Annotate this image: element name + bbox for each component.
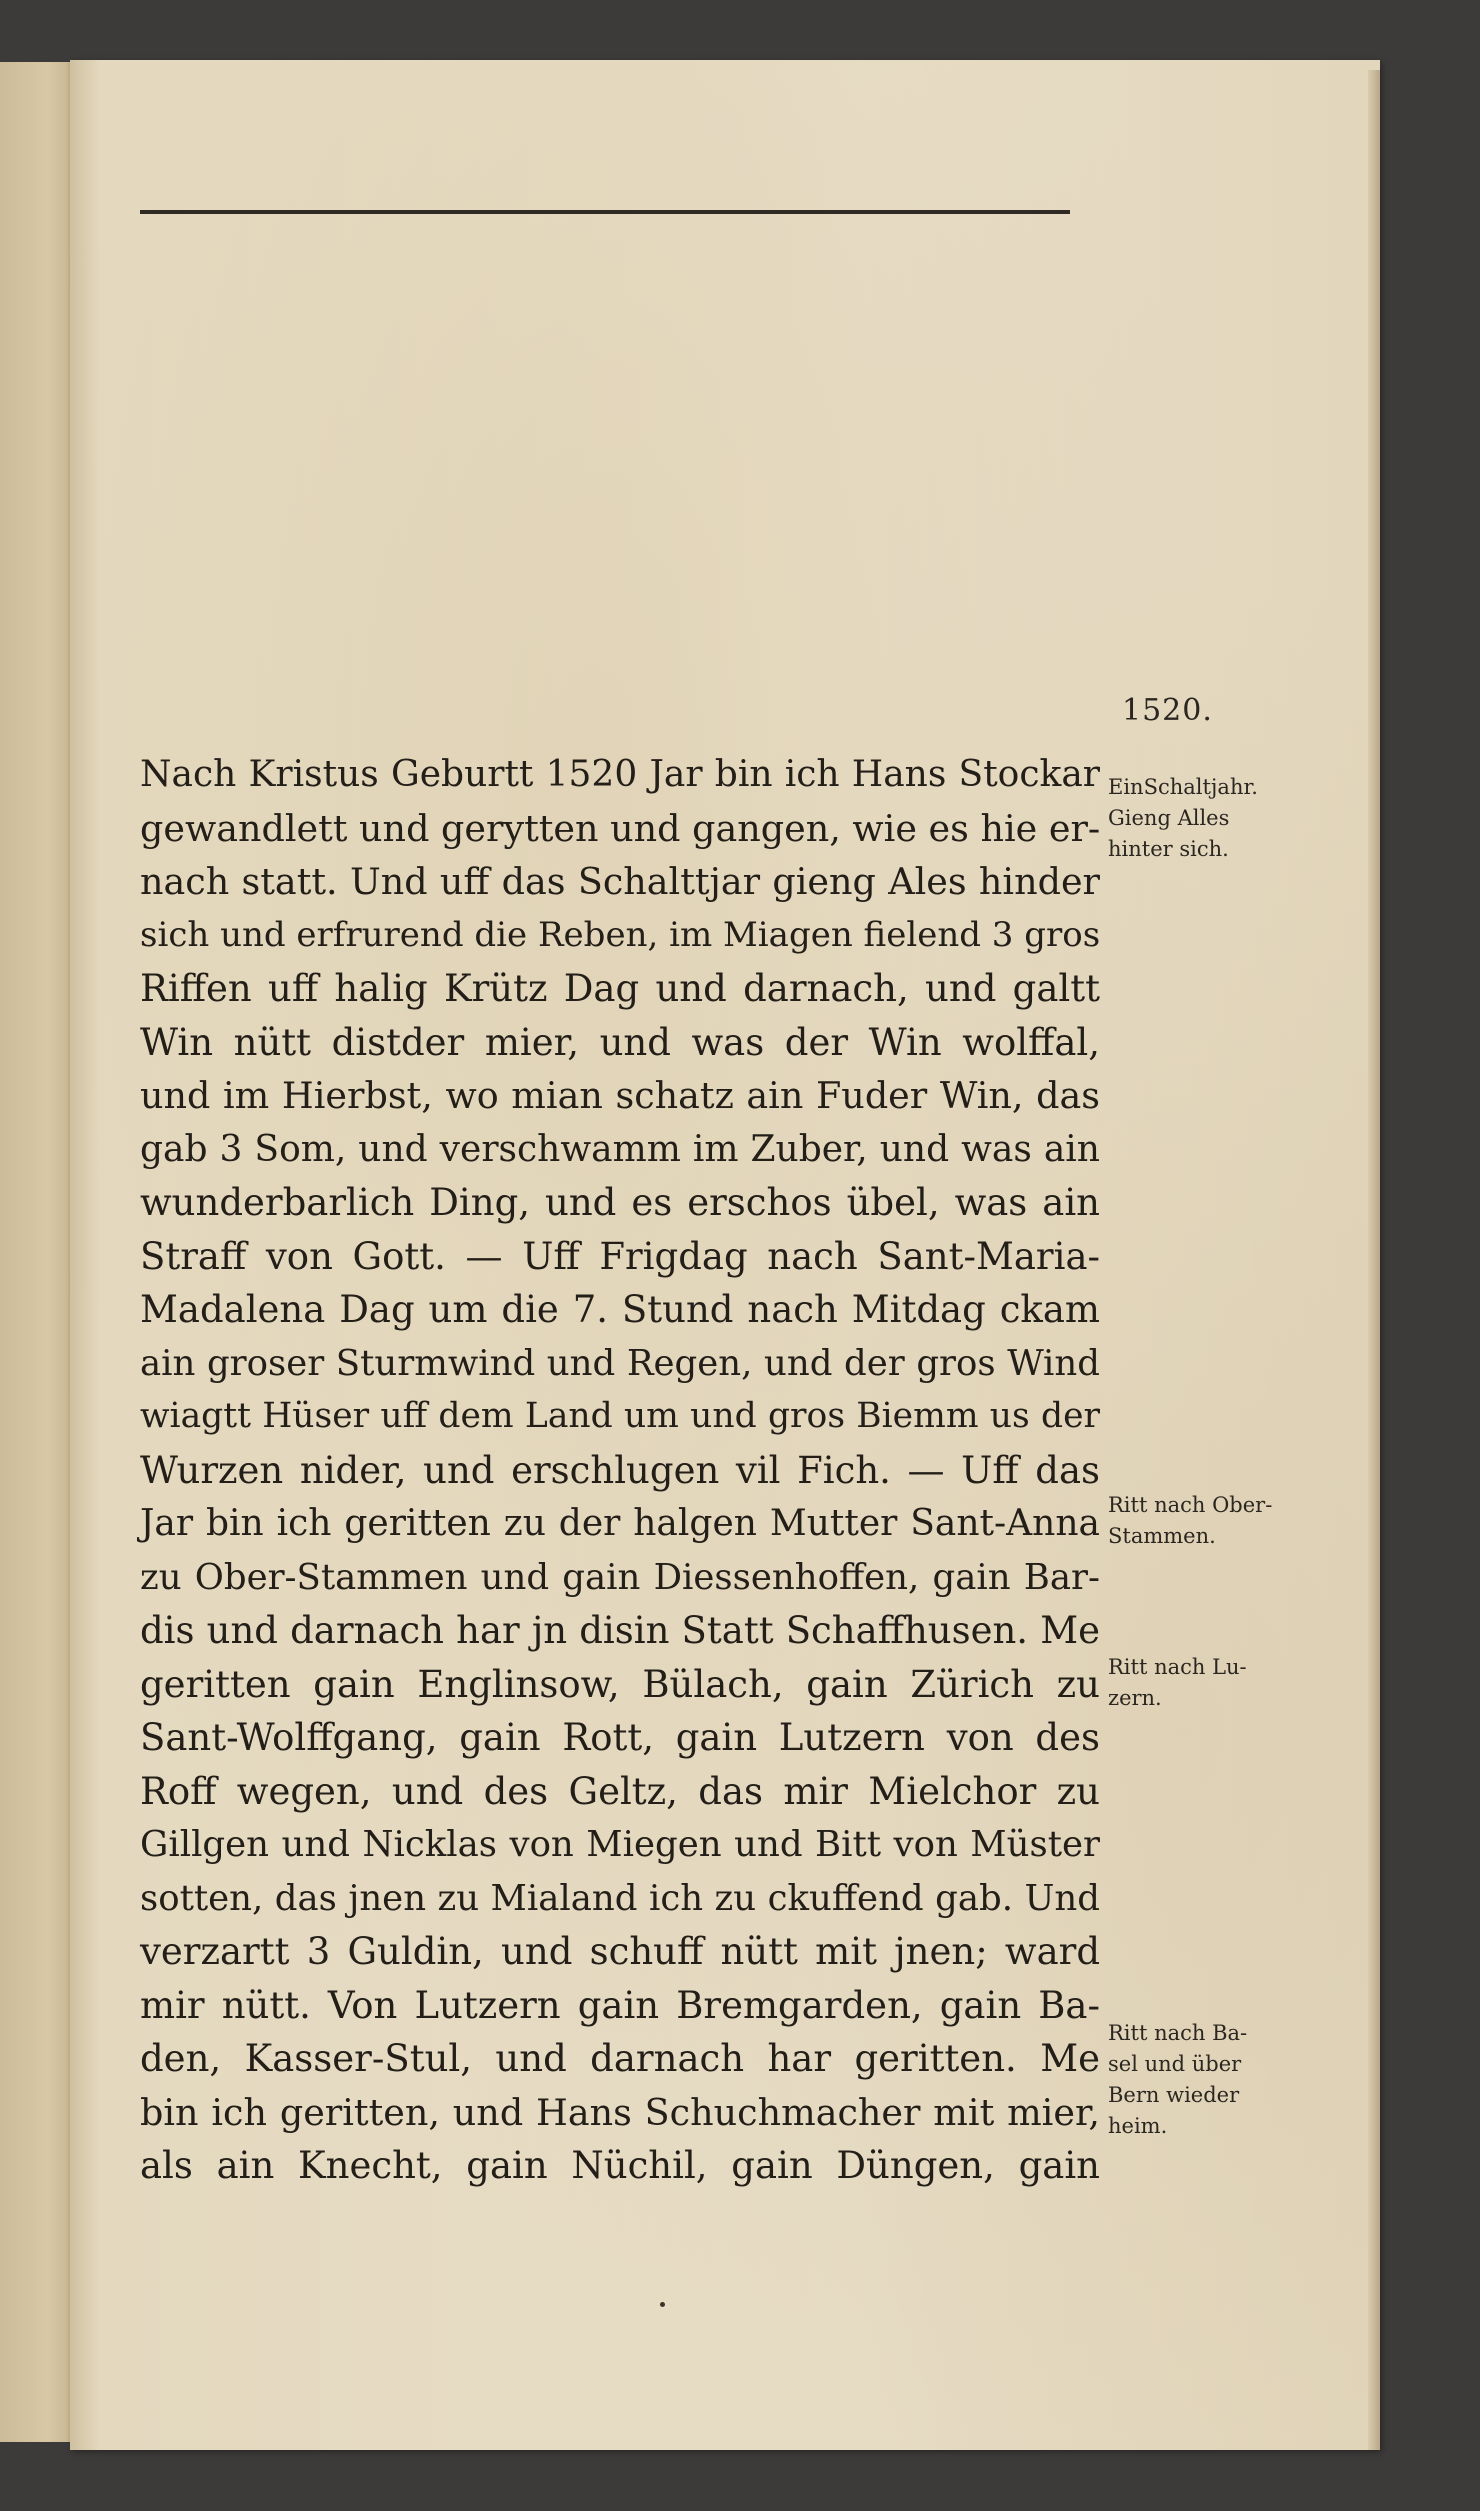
text-line-18: geritten gain Englinsow, Bülach, gain Zürich zu: [140, 1662, 1100, 1706]
margin-note-line: Stammen.: [1108, 1524, 1216, 1548]
text-line-4: sich und erfrurend die Reben, im Miagen fielend 3 gros: [140, 914, 1101, 955]
text-line-22: sotten, das jnen zu Mialand ich zu ckuffend gab. Und: [140, 1877, 1100, 1919]
text-line-10: Straff von Gott. — Uff Frigdag nach Sant-Maria-: [140, 1234, 1100, 1278]
text-line-15: Jar bin ich geritten zu der halgen Mutter Sant-Anna: [140, 1503, 1100, 1544]
facing-page-edge: [0, 62, 78, 2442]
text-line-24: mir nütt. Von Lutzern gain Bremgarden, gain Ba-: [140, 1983, 1100, 2027]
margin-note-line: Gieng Alles: [1108, 806, 1230, 830]
margin-note-leap-year: [1108, 772, 1336, 865]
page-fore-edge: [1368, 70, 1380, 2450]
main-text-block: [140, 748, 1100, 2193]
margin-note-line: EinSchaltjahr.: [1108, 775, 1258, 799]
text-line-17: dis und darnach har jn disin Statt Schaffhusen. Me: [140, 1609, 1100, 1652]
margin-note-luzern: [1108, 1652, 1336, 1714]
text-line-27: als ain Knecht, gain Nüchil, gain Düngen, gain: [140, 2144, 1100, 2187]
text-line-9: wunderbarlich Ding, und es erschos übel, was ain: [140, 1181, 1100, 1224]
text-line-12: ain groser Sturmwind und Regen, und der gros Wind: [140, 1342, 1100, 1384]
text-line-3: nach statt. Und uff das Schalttjar gieng Ales hinder: [140, 860, 1100, 903]
text-line-11: Madalena Dag um die 7. Stund nach Mitdag ckam: [140, 1288, 1100, 1331]
text-line-5: Riffen uff halig Krütz Dag und darnach, und galtt: [140, 967, 1100, 1010]
text-line-6: Win nütt distder mier, und was der Win wolffal,: [140, 1020, 1100, 1064]
show-through-bleed: [180, 250, 1200, 730]
text-line-7: und im Hierbst, wo mian schatz ain Fuder Win, das: [140, 1074, 1100, 1117]
text-line-1: Nach Kristus Geburtt 1520 Jar bin ich Hans Stockar: [140, 754, 1100, 795]
text-line-26: bin ich geritten, und Hans Schuchmacher mit mier,: [140, 2090, 1100, 2134]
margin-note-line: heim.: [1108, 2114, 1168, 2138]
margin-note-line: zern.: [1108, 1686, 1162, 1710]
text-line-23: verzartt 3 Guldin, und schuff nütt mit jnen; ward: [140, 1930, 1100, 1973]
text-line-13: wiagtt Hüser uff dem Land um und gros Biemm us der: [140, 1396, 1100, 1436]
margin-note-line: Ritt nach Ba-: [1108, 2021, 1248, 2045]
text-line-8: gab 3 Som, und verschwamm im Zuber, und was ain: [140, 1128, 1100, 1170]
margin-note-line: Bern wieder: [1108, 2083, 1240, 2107]
page-number: 1520.: [1122, 693, 1213, 728]
margin-note-basel-bern: [1108, 2018, 1336, 2142]
text-line-2: gewandlett und gerytten und gangen, wie es hie er-: [140, 806, 1101, 850]
text-line-21: Gillgen und Nicklas von Miegen und Bitt von Müster: [140, 1824, 1100, 1865]
text-line-25: den, Kasser-Stul, und darnach har geritten. Me: [140, 2037, 1100, 2080]
margin-note-line: sel und über: [1108, 2052, 1242, 2076]
margin-note-line: hinter sich.: [1108, 837, 1229, 861]
header-rule: [140, 210, 1070, 214]
margin-note-line: Ritt nach Ober-: [1108, 1493, 1273, 1517]
margin-note-ober-stammen: [1108, 1490, 1336, 1552]
ink-speck: [660, 2302, 665, 2307]
text-line-14: Wurzen nider, und erschlugen vil Fich. — Uff das: [140, 1448, 1100, 1492]
text-line-20: Roff wegen, und des Geltz, das mir Mielchor zu: [140, 1769, 1100, 1813]
text-line-19: Sant-Wolffgang, gain Rott, gain Lutzern von des: [140, 1716, 1100, 1759]
margin-note-line: Ritt nach Lu-: [1108, 1655, 1247, 1679]
text-line-16: zu Ober-Stammen und gain Diessenhoffen, gain Bar-: [140, 1556, 1100, 1598]
